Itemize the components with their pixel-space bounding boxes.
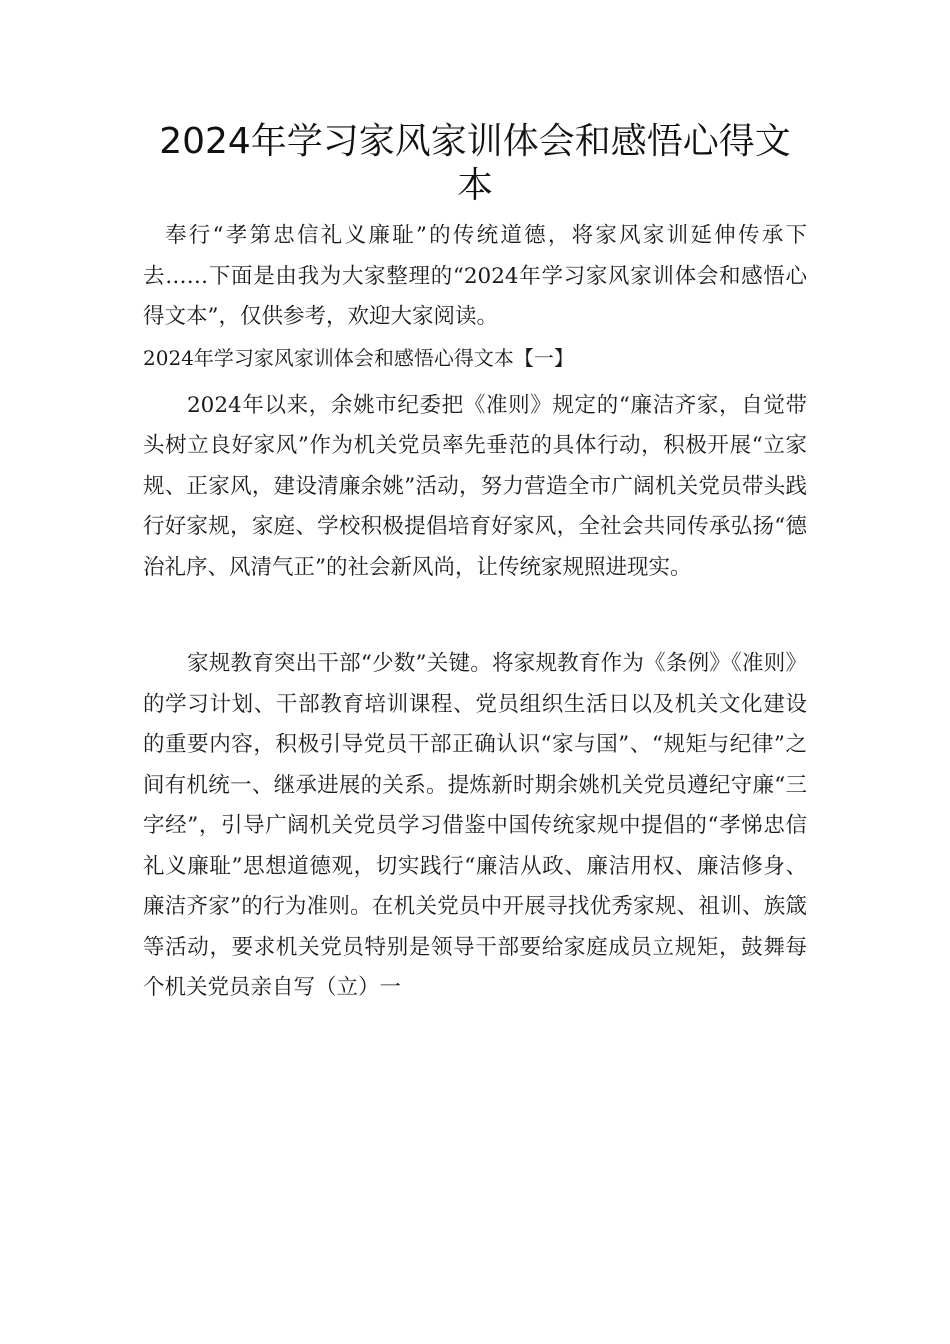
body-paragraph-1: 2024年以来，余姚市纪委把《准则》规定的“廉洁齐家，自觉带头树立良好家风”作为机关党员率先垂范的具体行动，积极开展“立家规、正家风，建设清廉余姚”活动，努力营造全市广阔机关党员带头践行好家规，家庭、学校积极提倡培育好家风，全社会共同传承弘扬“德治礼序、风清气正”的社会新风尚，让传统家规照进现实。 (143, 392, 807, 580)
body-paragraph-2: 家规教育突出干部“少数”关键。将家规教育作为《条例》《准则》的学习计划、干部教育培训课程、党员组织生活日以及机关文化建设的重要内容，积极引导党员干部正确认识“家与国”、“规矩与纪律”之间有机统一、继承进展的关系。提炼新时期余姚机关党员遵纪守廉“三字经”，引导广阔机关党员学习借鉴中国传统家规中提倡的“孝悌忠信礼义廉耻”思想道德观，切实践行“廉洁从政、廉洁用权、廉洁修身、廉洁齐家”的行为准则。在机关党员中开展寻找优秀家规、祖训、族箴等活动，要求机关党员特别是领导干部要给家庭成员立规矩，鼓舞每个机关党员亲自写（立）一 (143, 651, 807, 1000)
document-page (143, 120, 807, 1009)
section-heading: 2024年学习家风家训体会和感悟心得文本【一】 (143, 345, 574, 370)
intro-paragraph: 奉行“孝第忠信礼义廉耻”的传统道德，将家风家训延伸传承下去……下面是由我为大家整理的“2024年学习家风家训体会和感悟心得文本”，仅供参考，欢迎大家阅读。 (143, 223, 807, 329)
document-title: 2024年学习家风家训体会和感悟心得文本 (159, 121, 791, 206)
